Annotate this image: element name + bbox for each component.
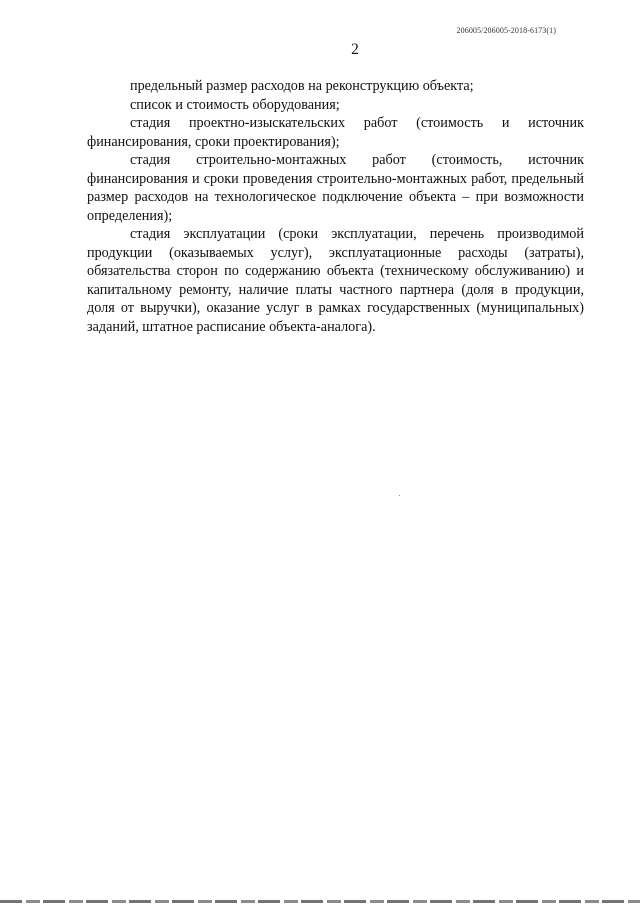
page-number: 2	[351, 41, 359, 58]
paragraph-operation-stage: стадия эксплуатации (сроки эксплуатации, перечень производимой продукции (оказываемых услуг), эксплуатационные расходы (затраты), обязательства сторон по содержанию объекта (техническому обслуживанию) и капитальному ремонту, наличие платы частного партнера (доля в продукции, доля от выручки), оказание услуг в рамках государственных (муниципальных) заданий, штатное расписание объекта-аналога).	[87, 226, 584, 335]
paragraph-construction-stage: стадия строительно-монтажных работ (стоимость, источник финансирования и сроки проведения строительно-монтажных работ, предельный размер расходов на технологическое подключение объекта – при возможности определения);	[87, 152, 584, 224]
document-body	[87, 77, 584, 336]
scan-speck	[399, 495, 400, 496]
document-id: 206005/206005-2018-6173(1)	[456, 26, 556, 35]
scan-bottom-edge	[0, 900, 640, 903]
paragraph-design-stage: стадия проектно-изыскательских работ (стоимость и источник финансирования, сроки проектирования);	[87, 115, 584, 150]
paragraph-reconstruction-costs: предельный размер расходов на реконструкцию объекта;	[130, 78, 474, 94]
paragraph-equipment-list: список и стоимость оборудования;	[130, 96, 340, 113]
